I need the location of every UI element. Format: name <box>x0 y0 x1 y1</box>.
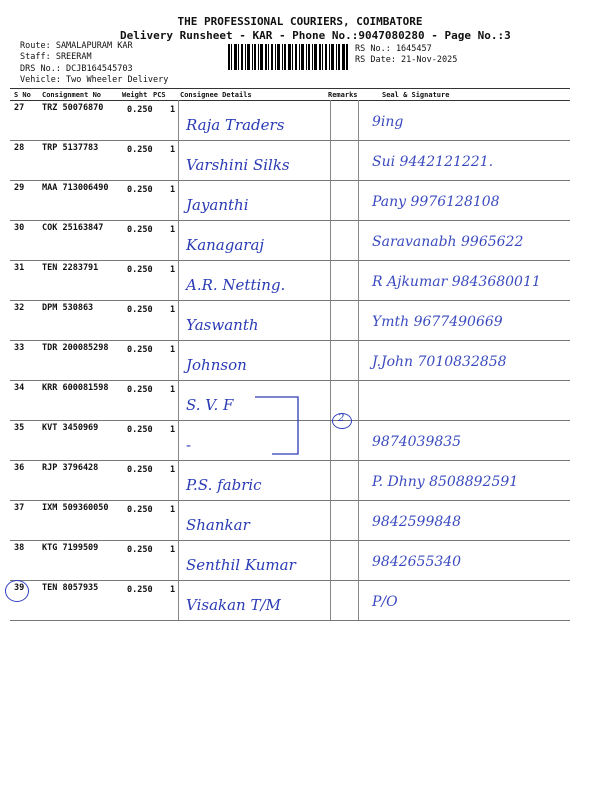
row-consignee: P.S. fabric <box>186 476 262 494</box>
row-consignment: KRR 600081598 <box>42 383 109 393</box>
row-weight: 0.250 <box>127 305 153 315</box>
row-pcs: 1 <box>170 265 176 275</box>
row-rule <box>10 260 570 261</box>
row-weight: 0.250 <box>127 465 153 475</box>
company-title: THE PROFESSIONAL COURIERS, COIMBATORE <box>177 15 423 28</box>
row-pcs: 1 <box>170 185 176 195</box>
row-signature: Saravanabh 9965622 <box>372 234 524 250</box>
sno-39-circle <box>5 580 29 602</box>
row-pcs: 1 <box>170 225 176 235</box>
row-weight: 0.250 <box>127 425 153 435</box>
col-consignee: Consignee Details <box>180 91 252 99</box>
row-sno: 32 <box>14 303 25 313</box>
row-sno: 28 <box>14 143 25 153</box>
row-rule <box>10 380 570 381</box>
row-weight: 0.250 <box>127 105 153 115</box>
row-weight: 0.250 <box>127 185 153 195</box>
row-signature: Ymth 9677490669 <box>372 314 503 330</box>
row-sno: 37 <box>14 503 25 513</box>
row-pcs: 1 <box>170 425 176 435</box>
row-signature: J.John 7010832858 <box>372 354 507 370</box>
row-consignment: KTG 7199509 <box>42 543 99 553</box>
row-consignee: Senthil Kumar <box>186 556 296 574</box>
row-consignment: DPM 530863 <box>42 303 94 313</box>
row-sno: 29 <box>14 183 25 193</box>
row-consignee: Shankar <box>186 516 250 534</box>
row-sno: 30 <box>14 223 25 233</box>
row-consignment: TEN 2283791 <box>42 263 99 273</box>
row-weight: 0.250 <box>127 585 153 595</box>
row-signature: 9874039835 <box>372 434 462 450</box>
row-weight: 0.250 <box>127 265 153 275</box>
row-sno: 31 <box>14 263 25 273</box>
col-seal: Seal & Signature <box>382 91 450 99</box>
runsheet-subtitle: Delivery Runsheet - KAR - Phone No.:9047080280 - Page No.:3 <box>120 29 511 42</box>
row-rule <box>10 540 570 541</box>
row-sno: 27 <box>14 103 25 113</box>
row-consignment: IXM 509360050 <box>42 503 109 513</box>
row-rule <box>10 620 570 621</box>
row-consignment: TEN 8057935 <box>42 583 99 593</box>
row-signature: 9842599848 <box>372 514 462 530</box>
row-pcs: 1 <box>170 385 176 395</box>
row-consignee: Jayanthi <box>186 196 249 214</box>
row-consignee: Johnson <box>186 356 247 374</box>
row-rule <box>10 340 570 341</box>
row-pcs: 1 <box>170 585 176 595</box>
row-pcs: 1 <box>170 345 176 355</box>
remarks-right-divider <box>358 100 359 620</box>
row-rule <box>10 580 570 581</box>
row-consignment: TDR 200085298 <box>42 343 109 353</box>
row-weight: 0.250 <box>127 345 153 355</box>
row-pcs: 1 <box>170 545 176 555</box>
col-consignment: Consignment No <box>42 91 102 99</box>
row-sno: 34 <box>14 383 25 393</box>
col-sno: S No <box>14 91 31 99</box>
row-consignment: KVT 3450969 <box>42 423 99 433</box>
row-weight: 0.250 <box>127 545 153 555</box>
table-top-rule <box>10 88 570 89</box>
row-pcs: 1 <box>170 105 176 115</box>
row-signature: R Ajkumar 9843680011 <box>372 274 541 290</box>
bracket-mark <box>250 392 310 462</box>
row-sno: 36 <box>14 463 25 473</box>
row-consignment: TRP 5137783 <box>42 143 99 153</box>
rs-number: RS No.: 1645457 <box>355 44 432 54</box>
col-remarks: Remarks <box>328 91 358 99</box>
row-sno: 38 <box>14 543 25 553</box>
header-bottom-rule <box>10 100 570 101</box>
drs-number: DRS No.: DCJB164545703 <box>20 64 133 74</box>
col-pcs: PCS <box>153 91 166 99</box>
route-label: Route: SAMALAPURAM KAR <box>20 41 133 51</box>
consignee-divider <box>178 100 179 620</box>
row-signature: P. Dhny 8508892591 <box>372 474 519 490</box>
row-weight: 0.250 <box>127 505 153 515</box>
row-pcs: 1 <box>170 465 176 475</box>
row-consignee: A.R. Netting. <box>186 276 286 294</box>
row-rule <box>10 140 570 141</box>
row-rule <box>10 220 570 221</box>
row-signature: Sui 9442121221. <box>372 154 494 170</box>
row-sno: 33 <box>14 343 25 353</box>
row-signature: 9842655340 <box>372 554 462 570</box>
row-weight: 0.250 <box>127 145 153 155</box>
row-pcs: 1 <box>170 305 176 315</box>
row-weight: 0.250 <box>127 225 153 235</box>
row-consignment: RJP 3796428 <box>42 463 99 473</box>
remarks-left-divider <box>330 100 331 620</box>
row-rule <box>10 500 570 501</box>
row-signature: 9ing <box>372 114 404 130</box>
row-consignment: COK 25163847 <box>42 223 104 233</box>
vehicle-label: Vehicle: Two Wheeler Delivery <box>20 75 169 85</box>
row-consignee: Kanagaraj <box>186 236 265 254</box>
row-consignee: Visakan T/M <box>186 596 281 614</box>
remark-mark: 2 <box>338 413 345 424</box>
row-signature: Pany 9976128108 <box>372 194 500 210</box>
row-consignment: MAA 713006490 <box>42 183 109 193</box>
rs-date: RS Date: 21-Nov-2025 <box>355 55 458 65</box>
row-pcs: 1 <box>170 505 176 515</box>
row-consignee: S. V. F <box>186 396 234 414</box>
row-consignee: Raja Traders <box>186 116 285 134</box>
row-signature: P/O <box>372 594 398 610</box>
row-consignee: Varshini Silks <box>186 156 290 174</box>
row-sno: 39 <box>14 583 25 593</box>
col-weight: Weight <box>122 91 148 99</box>
row-rule <box>10 300 570 301</box>
staff-label: Staff: SREERAM <box>20 52 92 62</box>
row-sno: 35 <box>14 423 25 433</box>
row-weight: 0.250 <box>127 385 153 395</box>
row-pcs: 1 <box>170 145 176 155</box>
row-consignment: TRZ 50076870 <box>42 103 104 113</box>
row-consignee: - <box>186 436 192 454</box>
row-rule <box>10 180 570 181</box>
row-consignee: Yaswanth <box>186 316 259 334</box>
